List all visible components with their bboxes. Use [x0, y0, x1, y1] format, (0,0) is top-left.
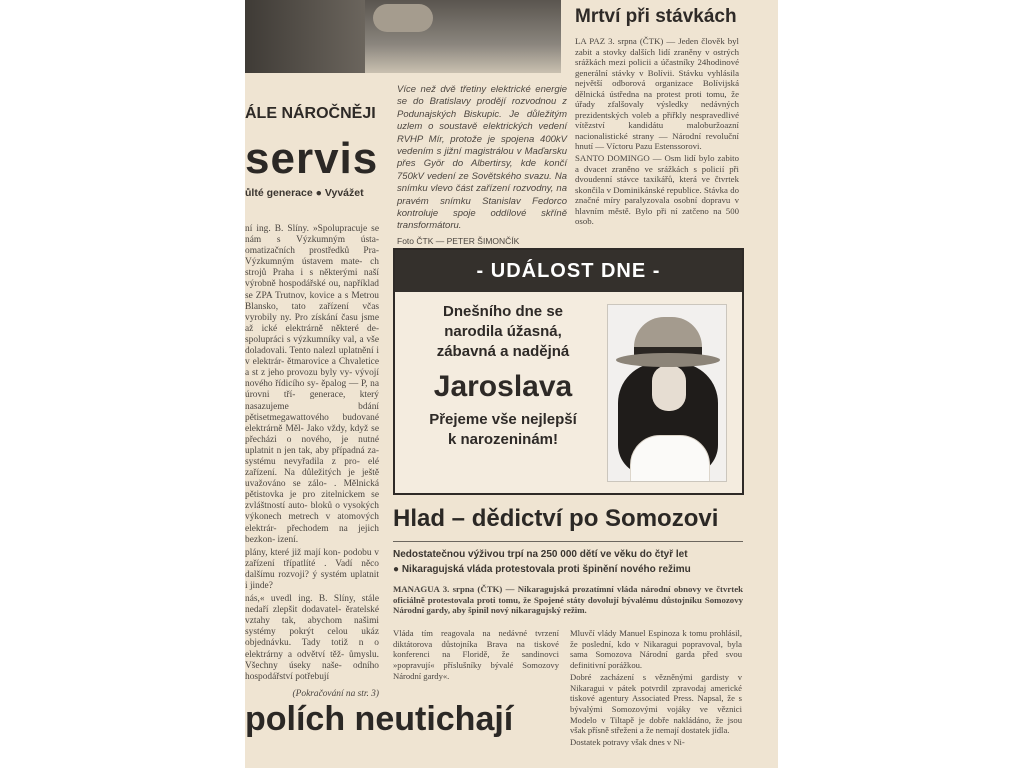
right-paragraph: SANTO DOMINGO — Osm lidí bylo zabito a dvacet zraněno ve srážkách s policií při dvoudenní stávce taxikářů, která ve čtvrtek skončila v Dominikánské republice. Stávka do značné míry paralyzovala osobní dopravu v hlavním městě. Bylo při ní zatčeno na 500 osob.: [575, 153, 739, 227]
left-article-body: [245, 224, 379, 702]
lower-headline: Hlad – dědictví po Somozovi: [393, 505, 719, 532]
portrait-face: [652, 365, 686, 411]
newspaper-page: [245, 0, 778, 768]
right-headline: Mrtví při stávkách: [575, 6, 737, 27]
event-name: Jaroslava: [433, 370, 573, 403]
lower-paragraph: Mluvčí vlády Manuel Espinoza k tomu prohlásil, že poslední, kdo v Nikaragui popravoval, byla sama Somozova Národní garda před svou definitivní porážkou.: [570, 628, 742, 671]
lower-deck: [393, 547, 743, 577]
photo-door: [245, 0, 365, 73]
event-of-the-day-box: [393, 248, 744, 495]
left-paragraph: nás,« uvedl ing. B. Slíny, stále nedaří zlepšit dodavatel- ěratelské vztahy tak, abychom našimi systémy pokrýt celou ukáz objednávku. Tady totiž n o elektrárny a odvětví těž- ůmyslu. Všechny úseky naše- odního hospodářství potřebují: [245, 594, 379, 682]
left-subline: ůlté generace ● Vyvážet: [245, 187, 364, 199]
left-kicker: ÁLE NÁROČNĚJI: [245, 105, 376, 122]
deck-line: ● Nikaragujská vláda protestovala proti špinění nového režimu: [393, 564, 691, 575]
event-line: zábavná a nadějná: [436, 343, 570, 360]
right-paragraph: LA PAZ 3. srpna (ČTK) — Jeden člověk byl zabit a stovky dalších lidí zraněny v ostrých srážkách mezi policii a účastníky 24hodinové generální stávky v Bolívii. Stávku vyhlásila největší odborová organizace Bolívijská dělnická ústředna na protest proti tomu, že úřady zfalšovaly výsledky nedávných prezidentských voleb a přiřkly nespravedlivé vítězství kandidátu maloburžoazní nacionalistické strany — Národní revoluční hnutí — Víctoru Pazu Estenssorovi.: [575, 36, 739, 152]
caption-text: Více než dvě třetiny elektrické energie se do Bratislavy prodějí rozvodnou z Podunajských Biskupic. Je důležitým uzlem o soustavě elektrických vedení RVHP Mír, protože je spojena 400kV vedením s jižní magistrálou v Maďarsku přes Györ do Albertirsy, kde končí 750kV vedení ze Sovětského svazu. Na snímku vlevo část zařízení rozvodny, na pravém snímku Stanislav Fedorco kontroluje spoje oddílové skříně transformátoru.: [397, 84, 567, 232]
portrait-photo: [607, 304, 727, 482]
lower-column-1: Vláda tím reagovala na nedávné tvrzení diktátorova důstojníka Brava na tiskové konferenci na Floridě, že sandinovci »popravují« příslušníky bývalé Somozovy Národní gardy«.: [393, 628, 559, 681]
lower-lead: MANAGUA 3. srpna (ČTK) — Nikaragujská prozatímní vláda národní obnovy ve čtvrtek oficiálně protestovala proti tomu, že Spojené státy dovolují bývalému důstojníku Somozovy Národní gardy, aby špinil nový nikaragujský režim.: [393, 584, 743, 615]
left-headline: servis: [245, 134, 379, 183]
lower-column-2: [570, 628, 742, 749]
photo-caption: [397, 84, 567, 247]
event-wish: Přejeme vše nejlepší: [429, 411, 577, 428]
top-photo: [245, 0, 561, 73]
event-line: Dnešního dne se: [442, 303, 564, 320]
left-paragraph: ní ing. B. Slíny. »Spolupracuje se nám s Výzkumným ústa- omatizačních prostředků Pra- Výzkumným ústavem mate- ch strojů Praha i s některými naší výrobně hospodářské ou, například se ZPA Trutnov, kovice a s Metrou Blansko, tato zařízení včas vyrobily ny. Pro získání času jsme až ické elektrárně některé de- spolupráci s výzkumníky val, a vše doladovali. Tento nalezl uplatnění i v elektrár- ětmarovice a Chvaletice a st z jeho provozu byly vy- vývojí nového řídicího sy- ěpalog — P, na úrovni tří- generace, který nasazujeme bdání pětisetmegawattového budované elektrárně Měl- Jako vždy, když se přecházi o nového, je nutné uplatnit n jen tak, aby případná za- systému nevyřadila z pro- elé zařízení. Na důležitých je ještě uvažováno se zálo- . Mělnická pětistovka je pro zitelnickem se zvláštností auto- bloků o vysokých výkonech metrech v atomových elektrár- přechodem na jejich bezkon- izení.: [245, 224, 379, 545]
divider: [393, 541, 743, 542]
left-paragraph: plány, které již mají kon- podobu v zařízení třípatlíté . Vadí něco dalšímu rozvoji? ý systém uplatnit i jinde?: [245, 547, 379, 591]
deck-line: Nedostatečnou výživou trpí na 250 000 dětí ve věku do čtyř let: [393, 549, 688, 560]
portrait-blouse: [630, 435, 710, 482]
bottom-headline: polích neutichají: [245, 700, 514, 738]
event-banner: - UDÁLOST DNE -: [395, 250, 742, 292]
continued-note: (Pokračování na str. 3): [292, 688, 379, 699]
right-article-body: [575, 36, 739, 228]
lower-paragraph: Dostatek potravy však dnes v Ni-: [570, 737, 685, 748]
hat-brim: [616, 353, 720, 367]
lower-paragraph: Dobré zacházení s vězněnými gardisty v Nikaragui v pátek potvrdil zpravodaj americké tiskové agentury Associated Press. Napsal, že s bývalými Somozovými vojáky ve věznici Modelo v Tiltapě je dobře nakládáno, že jsou však přísně střeženi a že nemají dostatek jídla.: [570, 671, 742, 736]
event-line: narodila úžasná,: [444, 323, 562, 340]
event-message: [403, 302, 603, 450]
event-wish: k narozeninám!: [447, 431, 559, 448]
photo-hand: [373, 4, 433, 32]
photo-credit: Foto ČTK — PETER ŠIMONČÍK: [397, 235, 520, 246]
